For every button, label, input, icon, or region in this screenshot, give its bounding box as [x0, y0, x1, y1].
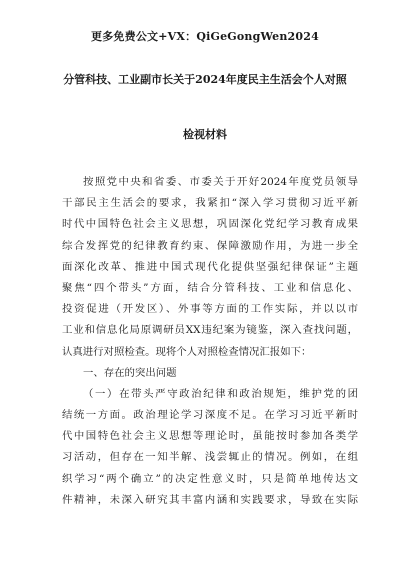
watermark-text: 更多免费公文+VX：QiGeGongWen2024 [91, 30, 319, 43]
paragraph-2-line: 织学习“两个确立”的决定性意义时，只是简单地传达文 [62, 472, 358, 485]
paragraph-1-line: 工业和信息化局原调研员XX违纪案为镜鉴，深入查找问题， [62, 324, 358, 337]
paragraph-1-line: 时代中国特色社会主义思想，巩固深化党纪学习教育成果 [62, 218, 358, 231]
document-title-line-1: 分管科技、工业副市长关于2024年度民主生活会个人对照 [63, 73, 347, 86]
paragraph-1-line: 综合发挥党的纪律教育约束、保障激励作用，为进一步全 [62, 239, 358, 252]
paragraph-1-line: 投资促进（开发区）、外事等方面的工作实际，并以以市 [62, 303, 358, 316]
paragraph-1-line: 面深化改革、推进中国式现代化提供坚强纪律保证”主题 [62, 260, 358, 273]
paragraph-1-line: 干部民主生活会的要求，我紧扣“深入学习贯彻习近平新 [62, 197, 358, 210]
paragraph-2-line: （一）在带头严守政治纪律和政治规矩，维护党的团 [83, 387, 358, 400]
paragraph-2-line: 件精神，未深入研究其丰富内涵和实践要求，导致在实际 [62, 493, 358, 506]
paragraph-1-line: 按照党中央和省委、市委关于开好2024年度党员领导 [83, 176, 358, 188]
document-title-line-2: 检视材料 [183, 128, 227, 141]
paragraph-2-line: 结统一方面。政治理论学习深度不足。在学习习近平新时 [62, 409, 358, 422]
paragraph-1-line: 认真进行对照检查。现将个人对照检查情况汇报如下： [62, 345, 312, 358]
paragraph-2-line: 代中国特色社会主义思想等理论时，虽能按时参加各类学 [62, 430, 358, 443]
paragraph-1-line: 聚焦“四个带头”方面，结合分管科技、工业和信息化、 [62, 281, 358, 294]
paragraph-2-line: 习活动，但存在一知半解、浅尝辄止的情况。例如，在组 [62, 451, 358, 464]
section-1-heading: 一、存在的突出问题 [83, 366, 177, 379]
document-body [62, 172, 358, 511]
